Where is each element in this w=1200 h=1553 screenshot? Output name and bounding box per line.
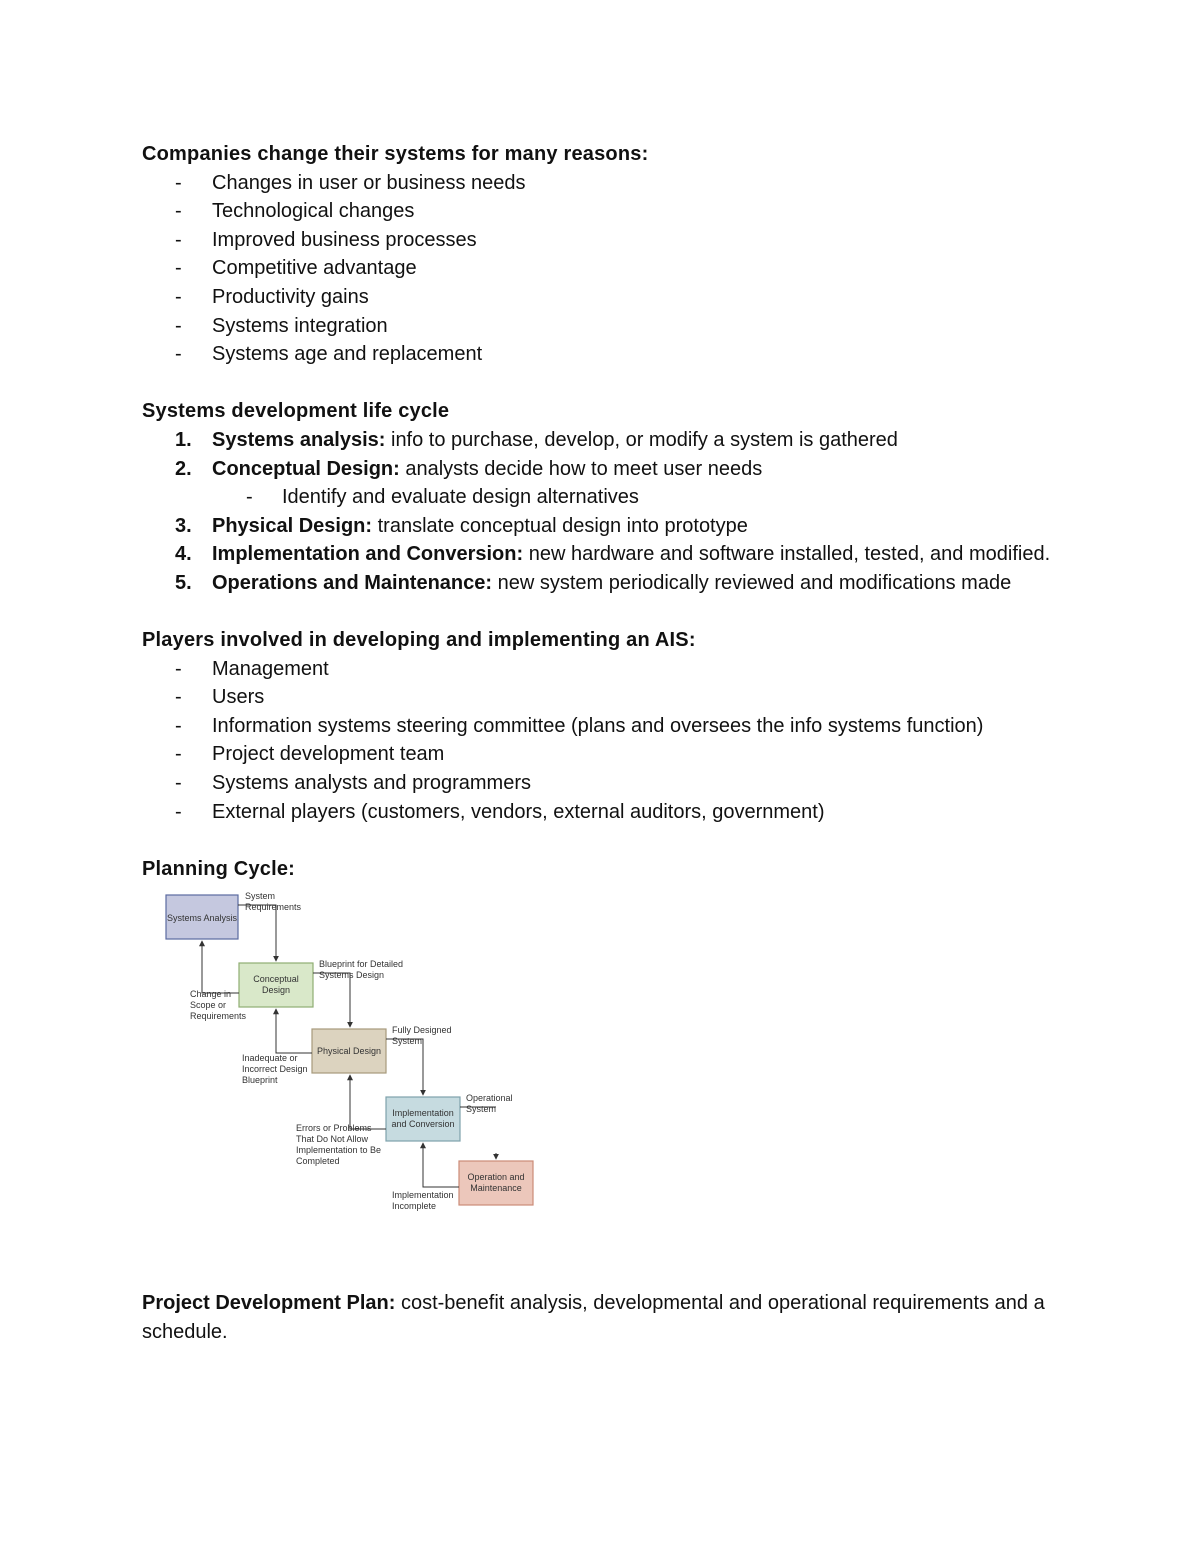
box-label: Design	[261, 985, 291, 996]
list-item: - Users	[175, 686, 265, 709]
label-blueprint: Systems Design	[319, 970, 385, 981]
box-label: Physical Design	[316, 1046, 382, 1057]
arrow-feedback	[423, 1143, 459, 1187]
label-inadequate-design: Incorrect Design	[242, 1064, 308, 1075]
list-item: - External players (customers, vendors, external auditors, government)	[175, 800, 825, 823]
label-inadequate-design: Blueprint	[242, 1075, 278, 1086]
label-errors: That Do Not Allow	[296, 1134, 369, 1145]
list-item: 5. Operations and Maintenance: new system periodically reviewed and modifications made	[175, 571, 1012, 594]
label-errors: Errors or Problems	[296, 1123, 372, 1134]
arrow-forward	[386, 1039, 423, 1095]
box-label: Implementation	[392, 1108, 454, 1119]
sdlc-steps	[142, 426, 1072, 483]
label-fully-designed: Fully Designed	[392, 1025, 452, 1036]
list-item: - Competitive advantage	[175, 257, 417, 280]
list-item: 2. Conceptual Design: analysts decide how to meet user needs	[175, 457, 763, 480]
waterfall-diagram-svg	[164, 891, 564, 1231]
arrow-forward	[238, 905, 276, 961]
list-item: 1. Systems analysis: info to purchase, develop, or modify a system is gathered	[175, 428, 898, 451]
label-errors: Completed	[296, 1156, 340, 1167]
box-label: and Conversion	[391, 1119, 455, 1130]
list-item: - Systems analysts and programmers	[175, 772, 532, 795]
box-label: Maintenance	[470, 1183, 522, 1194]
arrow-feedback	[350, 1075, 386, 1129]
label-system-requirements: System	[245, 891, 276, 902]
label-errors: Implementation to Be	[296, 1145, 382, 1156]
planning-cycle-diagram	[164, 891, 564, 1231]
list-item: - Technological changes	[175, 200, 415, 223]
list-item: - Systems integration	[175, 314, 388, 337]
label-operational-system: Operational	[466, 1093, 513, 1104]
list-item: - Information systems steering committee (plans and oversees the info systems function)	[175, 714, 984, 737]
label-inadequate-design: Inadequate or	[242, 1053, 298, 1064]
arrow-forward	[313, 973, 350, 1027]
arrow-feedback	[202, 941, 239, 993]
players-heading: Players involved in developing and implementing an AIS:	[142, 629, 696, 652]
label-operational-system: System	[466, 1104, 497, 1115]
list-item: - Changes in user or business needs	[175, 171, 526, 194]
sdlc-steps-cont	[142, 512, 1072, 598]
list-item: 4. Implementation and Conversion: new hardware and software installed, tested, and modified.	[175, 543, 1051, 566]
label-change-scope: Change in	[190, 989, 232, 1000]
label-implementation-incomplete: Incomplete	[392, 1201, 437, 1212]
sdlc-heading: Systems development life cycle	[142, 400, 450, 423]
list-item: - Project development team	[175, 743, 445, 766]
label-fully-designed: System	[392, 1036, 423, 1047]
document-page	[142, 140, 1072, 1347]
list-item: - Management	[175, 657, 329, 680]
list-item: - Productivity gains	[175, 285, 369, 308]
sdlc-subitems	[142, 483, 1072, 512]
list-item: - Systems age and replacement	[175, 343, 483, 366]
list-item: - Improved business processes	[175, 228, 477, 251]
label-change-scope: Requirements	[190, 1011, 247, 1022]
project-development-plan: Project Development Plan: cost-benefit analysis, developmental and operational requirements and a schedule.	[142, 1292, 1045, 1344]
label-system-requirements: Requirements	[245, 902, 302, 913]
label-change-scope: Scope or	[190, 1000, 227, 1011]
reasons-list	[142, 169, 1072, 369]
players-list	[142, 655, 1072, 827]
label-blueprint: Blueprint for Detailed	[319, 959, 404, 970]
arrow-feedback	[276, 1009, 312, 1053]
planning-cycle-heading: Planning Cycle:	[142, 857, 296, 880]
list-item: - Identify and evaluate design alternatives	[246, 486, 639, 509]
list-item: 3. Physical Design: translate conceptual design into prototype	[175, 514, 748, 537]
box-label: Operation and	[467, 1172, 525, 1183]
reasons-heading: Companies change their systems for many reasons:	[142, 143, 649, 165]
label-implementation-incomplete: Implementation	[392, 1190, 454, 1201]
box-label: Systems Analysis	[166, 913, 238, 924]
box-label: Conceptual	[253, 974, 299, 985]
